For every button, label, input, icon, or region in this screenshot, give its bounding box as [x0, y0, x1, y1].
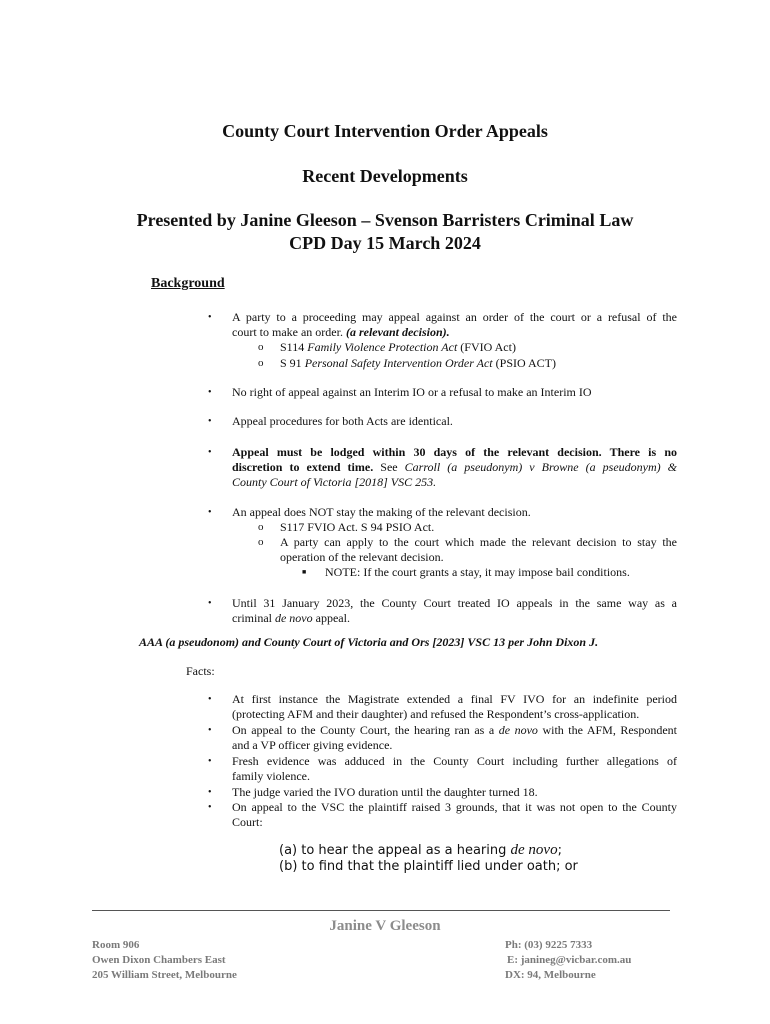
- fact-judge-varied: The judge varied the IVO duration until the daughter turned 18.: [232, 785, 538, 799]
- bullet-icon: •: [208, 312, 212, 323]
- bullet-icon: •: [208, 416, 212, 427]
- bullet-interim-io: No right of appeal against an Interim IO or a refusal to make an Interim IO: [232, 385, 592, 399]
- fact-fresh-evidence-line1: Fresh evidence was adduced in the County Court including further allegations of: [232, 754, 677, 768]
- footer-name: Janine V Gleeson: [329, 918, 441, 934]
- document-subtitle: Recent Developments: [302, 166, 468, 186]
- fact-county-court-line2: and a VP officer giving evidence.: [232, 738, 393, 752]
- bullet-icon: •: [208, 387, 212, 398]
- bullet-appeal-right-line2: [232, 325, 450, 340]
- no-discretion-emphasis: discretion to extend time.: [232, 460, 374, 474]
- criminal-text: criminal: [232, 611, 272, 625]
- bullet-de-novo-line1: Until 31 January 2023, the County Court treated IO appeals in the same way as a: [232, 596, 677, 610]
- fact-county-court-line1: [232, 723, 677, 738]
- bullet-appeal-right-line1: A party to a proceeding may appeal against an order of the court or a refusal of the: [232, 310, 677, 324]
- case-citation: Carroll (a pseudonym) v Browne (a pseudonym) &: [404, 460, 678, 474]
- bullet-icon: •: [208, 447, 212, 458]
- bullet-icon: •: [208, 598, 212, 609]
- square-bullet-icon: ■: [302, 568, 307, 576]
- footer-chambers: Owen Dixon Chambers East: [92, 954, 226, 966]
- ground-a-text: (a) to hear the appeal as a hearing: [279, 843, 507, 858]
- bullet-icon: •: [208, 725, 212, 736]
- de-novo-term: de novo: [510, 842, 558, 858]
- sub-bullet-icon: o: [258, 341, 264, 353]
- bullet-deadline-line3: [232, 475, 436, 490]
- respondent-text: with the AFM, Respondent: [542, 723, 678, 737]
- county-court-text: On appeal to the County Court, the hearing ran as a: [232, 723, 495, 737]
- bullet-icon: •: [208, 507, 212, 518]
- footer-phone: Ph: (03) 9225 7333: [505, 939, 593, 951]
- bullet-deadline-line2: [232, 460, 677, 475]
- psio-act-reference: [280, 356, 556, 371]
- presenter-line: Presented by Janine Gleeson – Svenson Barristers Criminal Law: [136, 210, 634, 230]
- footer-email: E: janineg@vicbar.com.au: [507, 954, 632, 966]
- section-number: S114: [280, 340, 305, 354]
- bullet-de-novo-line2: [232, 611, 350, 626]
- act-name: Personal Safety Intervention Order Act: [304, 356, 493, 370]
- case-heading: AAA (a pseudonom) and County Court of Victoria and Ors [2023] VSC 13 per John Dixon J.: [139, 635, 599, 649]
- fact-vsc-appeal-line1: On appeal to the VSC the plaintiff raised 3 grounds, that it was not open to the County: [232, 800, 677, 814]
- document-title: County Court Intervention Order Appeals: [222, 121, 548, 141]
- de-novo-term: de novo: [274, 611, 313, 625]
- case-citation-court: County Court of Victoria [2018] VSC 253.: [232, 475, 437, 489]
- relevant-decision-emphasis: (a relevant decision).: [345, 325, 450, 339]
- footer-dx: DX: 94, Melbourne: [505, 969, 596, 981]
- fact-fresh-evidence-line2: family violence.: [232, 769, 310, 783]
- bullet-icon: •: [208, 756, 212, 767]
- fvio-act-reference: [280, 340, 516, 355]
- sub-bullet-icon: o: [258, 357, 264, 369]
- bullet-icon: •: [208, 802, 212, 813]
- appeal-right-text: court to make an order.: [232, 325, 343, 339]
- footer-street: 205 William Street, Melbourne: [92, 969, 237, 981]
- sub-bullet-icon: o: [258, 536, 264, 548]
- stay-application-line2: operation of the relevant decision.: [280, 550, 444, 564]
- facts-label: Facts:: [186, 664, 215, 678]
- act-abbrev: (PSIO ACT): [495, 356, 556, 370]
- ground-b: (b) to find that the plaintiff lied under oath; or: [279, 859, 578, 874]
- footer-room: Room 906: [92, 939, 140, 951]
- fact-first-instance-line2: (protecting AFM and their daughter) and refused the Respondent’s cross-application.: [232, 707, 640, 721]
- stay-sections: S117 FVIO Act. S 94 PSIO Act.: [280, 520, 435, 534]
- fact-first-instance-line1: At first instance the Magistrate extended a final FV IVO for an indefinite period: [232, 692, 677, 706]
- background-heading: Background: [151, 276, 225, 291]
- de-novo-term: de novo: [498, 723, 538, 737]
- bullet-procedures: Appeal procedures for both Acts are identical.: [232, 414, 453, 428]
- act-abbrev: (FVIO Act): [460, 340, 516, 354]
- fact-vsc-appeal-line2: Court:: [232, 815, 263, 829]
- see-text: See: [380, 460, 398, 474]
- footer-divider: [92, 910, 670, 911]
- bail-note: NOTE: If the court grants a stay, it may impose bail conditions.: [325, 565, 630, 579]
- bullet-icon: •: [208, 787, 212, 798]
- sub-bullet-icon: o: [258, 521, 264, 533]
- event-line: CPD Day 15 March 2024: [289, 233, 481, 253]
- ground-a-punct: ;: [557, 843, 562, 858]
- section-number: S 91: [280, 356, 302, 370]
- act-name: Family Violence Protection Act: [307, 340, 458, 354]
- bullet-icon: •: [208, 694, 212, 705]
- bullet-deadline-line1: Appeal must be lodged within 30 days of the relevant decision. There is no: [232, 445, 677, 459]
- bullet-no-stay: An appeal does NOT stay the making of the relevant decision.: [232, 505, 531, 519]
- stay-application-line1: A party can apply to the court which made the relevant decision to stay the: [280, 535, 677, 549]
- appeal-text: appeal.: [315, 611, 350, 625]
